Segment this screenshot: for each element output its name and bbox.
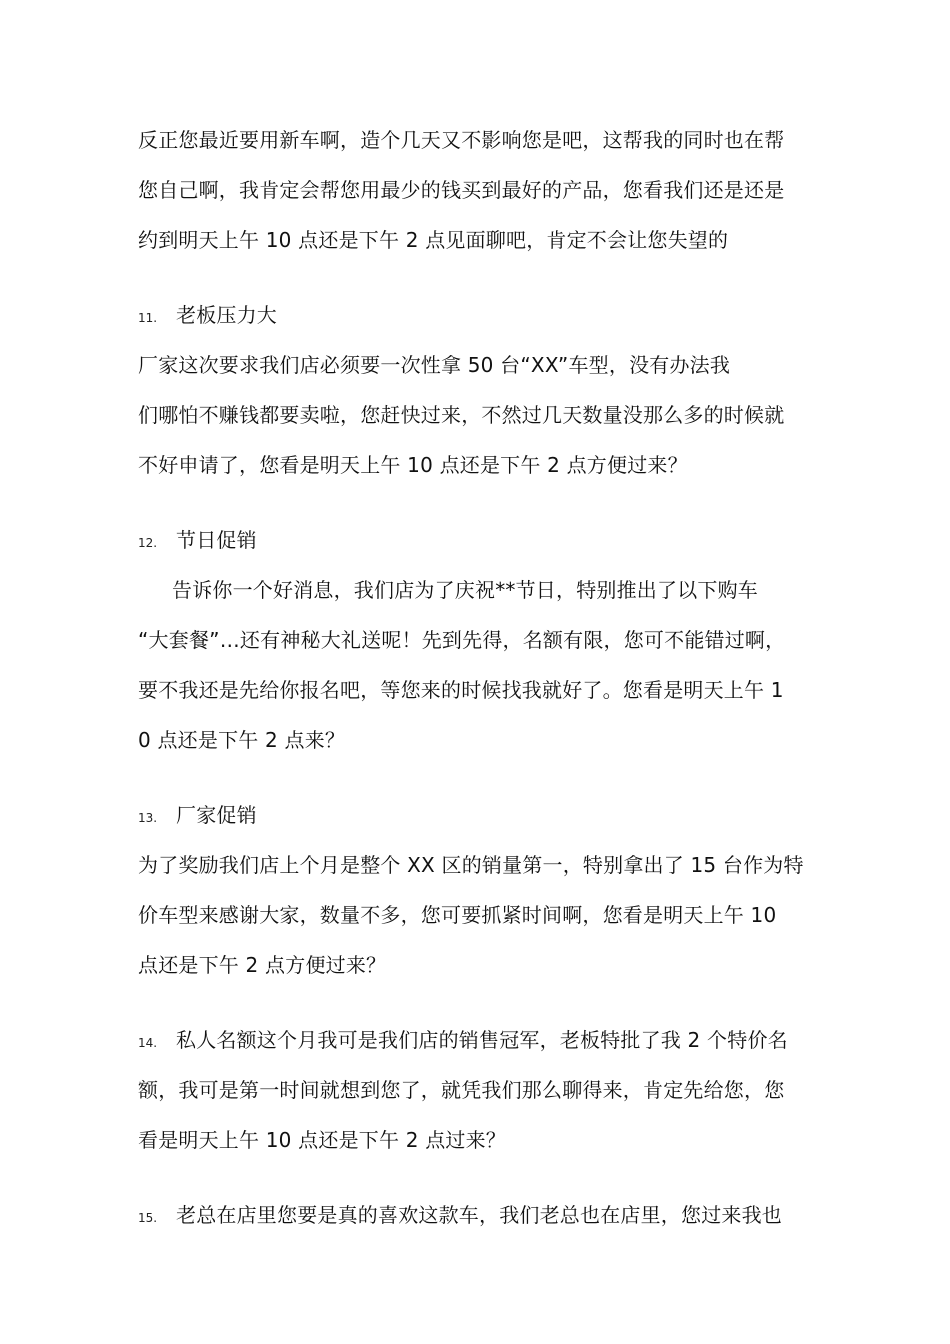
paragraph-line: 们哪怕不赚钱都要卖啦，您赶快过来，不然过几天数量没那么多的时候就 <box>138 403 785 427</box>
section-number: 13. <box>138 811 158 825</box>
section-number: 14. <box>138 1036 158 1050</box>
paragraph-line: 您自己啊，我肯定会帮您用最少的钱买到最好的产品，您看我们还是还是 <box>138 178 785 202</box>
section-number: 15. <box>138 1211 158 1225</box>
section-number: 12. <box>138 536 158 550</box>
paragraph-line: 要不我还是先给你报名吧，等您来的时候找我就好了。您看是明天上午 1 <box>138 678 784 702</box>
paragraph-line: 0 点还是下午 2 点来？ <box>138 728 346 752</box>
paragraph-line: “大套餐”…还有神秘大礼送呢！先到先得，名额有限，您可不能错过啊， <box>138 628 786 652</box>
paragraph-line: 额，我可是第一时间就想到您了，就凭我们那么聊得来，肯定先给您，您 <box>138 1078 785 1102</box>
section-heading: 节日促销 <box>176 528 257 552</box>
section-heading: 私人名额这个月我可是我们店的销售冠军，老板特批了我 2 个特价名 <box>176 1028 788 1052</box>
paragraph-line: 约到明天上午 10 点还是下午 2 点见面聊吧，肯定不会让您失望的 <box>138 228 729 252</box>
paragraph-line: 价车型来感谢大家，数量不多，您可要抓紧时间啊，您看是明天上午 10 <box>138 903 777 927</box>
paragraph-line: 不好申请了，您看是明天上午 10 点还是下午 2 点方便过来？ <box>138 453 688 477</box>
paragraph-line: 反正您最近要用新车啊，造个几天又不影响您是吧，这帮我的同时也在帮 <box>138 128 785 152</box>
section-heading: 厂家促销 <box>176 803 257 827</box>
paragraph-line: 点还是下午 2 点方便过来？ <box>138 953 387 977</box>
paragraph-line: 为了奖励我们店上个月是整个 XX 区的销量第一，特别拿出了 15 台作为特 <box>138 853 804 877</box>
paragraph-line: 看是明天上午 10 点还是下午 2 点过来？ <box>138 1128 507 1152</box>
section-heading: 老板压力大 <box>176 303 277 327</box>
paragraph-line: 厂家这次要求我们店必须要一次性拿 50 台“XX”车型，没有办法我 <box>138 353 731 377</box>
section-number: 11. <box>138 311 158 325</box>
paragraph-line: 告诉你一个好消息，我们店为了庆祝**节日，特别推出了以下购车 <box>172 578 758 602</box>
section-heading: 老总在店里您要是真的喜欢这款车，我们老总也在店里，您过来我也 <box>176 1203 782 1227</box>
